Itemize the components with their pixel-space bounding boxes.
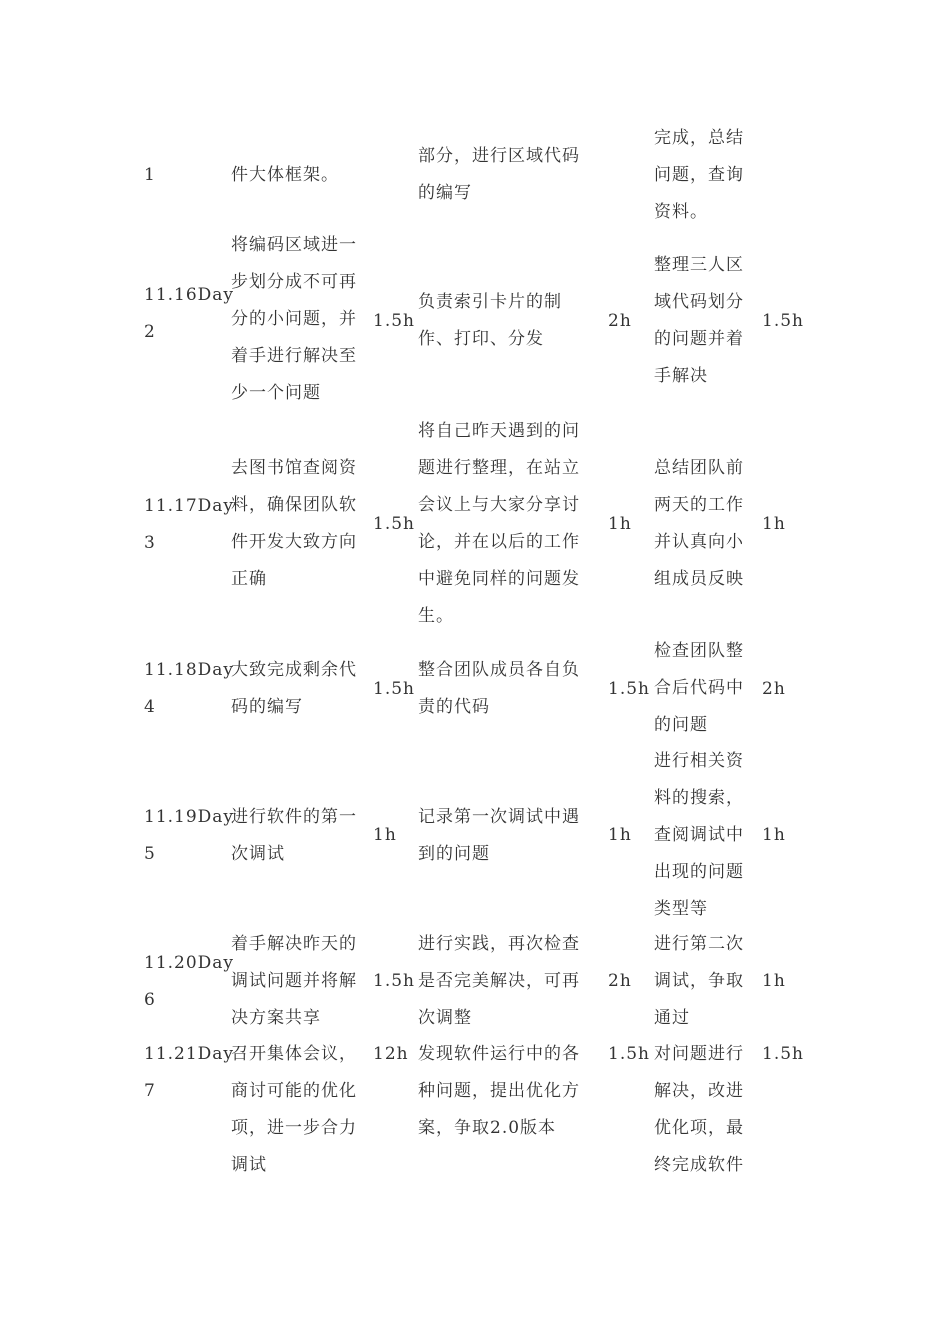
date-cell: 11.16Day 2: [144, 285, 235, 342]
time-cell: 2h: [762, 679, 786, 699]
work-cell: 进行实践，再次检查 是否完美解决，可再 次调整: [418, 934, 580, 1028]
time-cell: 12h: [373, 1044, 409, 1064]
time-cell: 1.5h: [608, 1044, 650, 1064]
task-cell: 着手解决昨天的 调试问题并将解 决方案共享: [231, 934, 357, 1028]
summary-cell: 整理三人区 域代码划分 的问题并着 手解决: [654, 255, 744, 386]
time-cell: 2h: [608, 311, 632, 331]
time-cell: 1h: [608, 514, 632, 534]
work-cell: 部分，进行区域代码 的编写: [418, 146, 580, 203]
work-cell: 整合团队成员各自负 责的代码: [418, 660, 580, 717]
summary-cell: 对问题进行 解决，改进 优化项，最 终完成软件: [654, 1044, 744, 1175]
time-cell: 1.5h: [608, 679, 650, 699]
date-cell: 11.19Day 5: [144, 807, 235, 864]
task-cell: 将编码区域进一 步划分成不可再 分的小问题，并 着手进行解决至 少一个问题: [231, 235, 357, 403]
work-cell: 负责索引卡片的制 作、打印、分发: [418, 292, 562, 349]
date-cell: 11.17Day 3: [144, 496, 235, 553]
summary-cell: 进行第二次 调试，争取 通过: [654, 934, 744, 1028]
task-cell: 件大体框架。: [231, 165, 339, 185]
date-cell: 11.18Day 4: [144, 660, 235, 717]
date-cell: 11.20Day 6: [144, 953, 235, 1010]
time-cell: 2h: [608, 971, 632, 991]
time-cell: 1.5h: [373, 514, 415, 534]
time-cell: 1.5h: [762, 311, 804, 331]
time-cell: 1h: [373, 825, 397, 845]
task-cell: 去图书馆查阅资 料，确保团队软 件开发大致方向 正确: [231, 458, 357, 589]
work-cell: 发现软件运行中的各 种问题，提出优化方 案，争取2.0版本: [418, 1044, 580, 1138]
time-cell: 1.5h: [373, 971, 415, 991]
summary-cell: 完成，总结 问题，查询 资料。: [654, 128, 744, 222]
task-cell: 大致完成剩余代 码的编写: [231, 660, 357, 717]
summary-cell: 进行相关资 料的搜索， 查阅调试中 出现的问题 类型等: [654, 751, 744, 919]
date-cell: 11.21Day 7: [144, 1044, 235, 1101]
summary-cell: 总结团队前 两天的工作 并认真向小 组成员反映: [654, 458, 744, 589]
time-cell: 1.5h: [373, 311, 415, 331]
summary-cell: 检查团队整 合后代码中 的问题: [654, 641, 744, 735]
time-cell: 1h: [608, 825, 632, 845]
work-cell: 记录第一次调试中遇 到的问题: [418, 807, 580, 864]
task-cell: 召开集体会议， 商讨可能的优化 项，进一步合力 调试: [231, 1044, 357, 1175]
time-cell: 1h: [762, 971, 786, 991]
date-cell: 1: [144, 165, 156, 185]
work-cell: 将自己昨天遇到的问 题进行整理，在站立 会议上与大家分享讨 论，并在以后的工作 中避免同样的问题发 生。: [418, 421, 580, 626]
time-cell: 1.5h: [373, 679, 415, 699]
time-cell: 1.5h: [762, 1044, 804, 1064]
task-cell: 进行软件的第一 次调试: [231, 807, 357, 864]
time-cell: 1h: [762, 825, 786, 845]
time-cell: 1h: [762, 514, 786, 534]
